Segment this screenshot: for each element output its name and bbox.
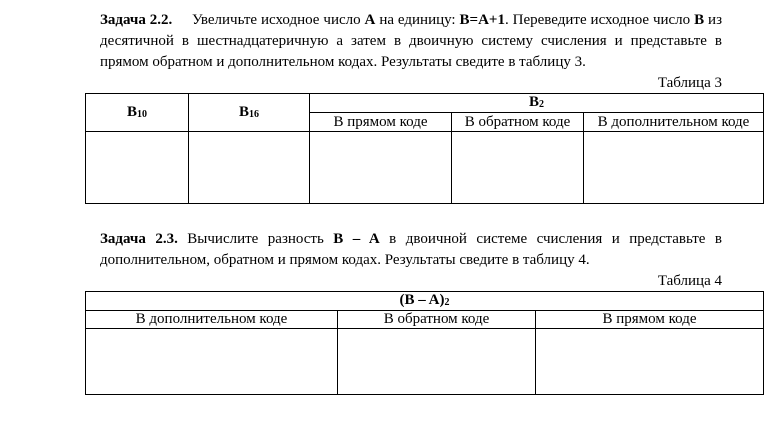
header-direct-code: В прямом коде	[310, 113, 452, 132]
cell-complement[interactable]	[86, 329, 338, 395]
header-b16-letter: B	[238, 103, 249, 120]
cell-complement[interactable]	[584, 132, 764, 204]
header-b-minus-a	[86, 292, 764, 311]
header-complement-code: В дополнительном коде	[584, 113, 764, 132]
task-2-3-text: Вычислите разность	[177, 231, 334, 247]
task-2-3-paragraph	[100, 229, 722, 271]
expression-b-minus-a: B – A	[333, 231, 380, 247]
header-direct-code: В прямом коде	[536, 311, 764, 329]
header-b16	[189, 94, 310, 132]
cell-inverse[interactable]	[338, 329, 536, 395]
task-2-2-paragraph	[100, 10, 722, 73]
header-b16-sub: 16	[249, 108, 259, 120]
table-4-caption: Таблица 4	[657, 273, 722, 289]
table-3-caption: Таблица 3	[657, 75, 722, 91]
task-2-3-text: в двоичной системе счисления и представьте в дополнительном, обратном и прямом кодах. Результаты сведите в таблицу 4.	[100, 231, 722, 268]
task-2-2-text: . Переведите исходное число	[504, 12, 695, 28]
task-2-2-title: Задача 2.2.	[100, 12, 173, 28]
header-b-minus-a-text: (B – A)	[399, 292, 445, 308]
cell-b16[interactable]	[189, 132, 310, 204]
task-2-3-title: Задача 2.3.	[100, 231, 178, 247]
header-b2-letter: B	[529, 94, 540, 110]
header-complement-code: В дополнительном коде	[86, 311, 338, 329]
header-b10-sub: 10	[137, 108, 147, 120]
cell-direct[interactable]	[536, 329, 764, 395]
cell-b10[interactable]	[86, 132, 189, 204]
header-b10-letter: B	[126, 103, 137, 120]
table-3	[85, 93, 764, 204]
header-b2-sub: 2	[539, 99, 545, 110]
header-b-minus-a-sub: 2	[444, 297, 450, 308]
formula-b-equals-a-plus-1: B=A+1	[459, 12, 505, 28]
task-2-2-text: Увеличьте исходное число	[191, 12, 365, 28]
header-inverse-code: В обратном коде	[452, 113, 584, 132]
number-a: A	[364, 12, 376, 28]
table-4	[85, 291, 764, 395]
cell-inverse[interactable]	[452, 132, 584, 204]
header-b2	[310, 94, 764, 113]
cell-direct[interactable]	[310, 132, 452, 204]
number-b: B	[694, 12, 705, 28]
header-b10	[86, 94, 189, 132]
task-2-2-text: на единицу:	[375, 12, 460, 28]
table-row	[86, 329, 764, 395]
task-2-2-text: из десятичной в шестнадцатеричную а затем в двоичную систему счисления и представьте в прямом обратном и дополнительном кодах. Результаты сведите в таблицу 3.	[100, 12, 723, 70]
table-row	[86, 132, 764, 204]
header-inverse-code: В обратном коде	[338, 311, 536, 329]
